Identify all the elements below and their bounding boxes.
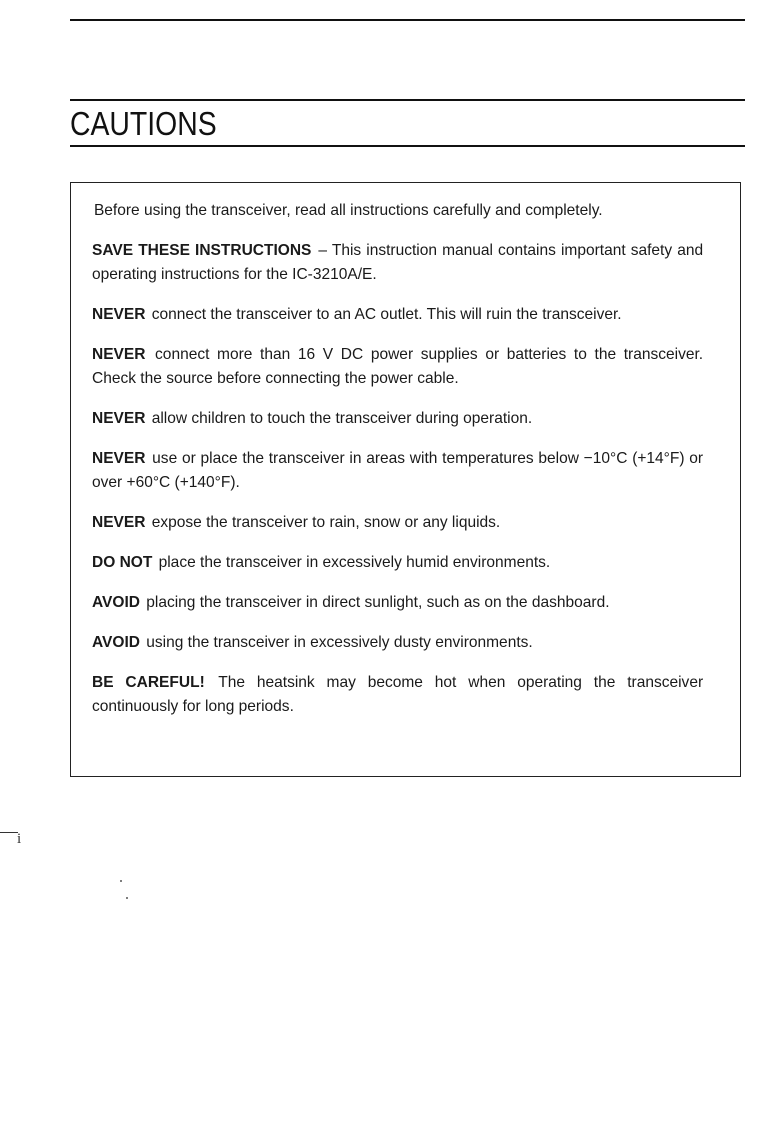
- caution-item: [92, 343, 703, 391]
- caution-text: using the transceiver in excessively dusty environments.: [141, 634, 533, 651]
- caution-lead: DO NOT: [92, 554, 153, 571]
- cautions-box: [70, 182, 741, 777]
- caution-text: placing the transceiver in direct sunlight, such as on the dashboard.: [141, 594, 610, 611]
- page-marker-rule: [0, 832, 18, 833]
- caution-text: Before using the transceiver, read all instructions carefully and completely.: [93, 202, 603, 219]
- caution-text: – This instruction manual contains important safety and operating instructions for the IC-3210A/E.: [92, 242, 704, 283]
- caution-item: [92, 447, 703, 495]
- caution-text: allow children to touch the transceiver during operation.: [147, 410, 533, 427]
- caution-lead: NEVER: [92, 514, 146, 531]
- caution-text: place the transceiver in excessively humid environments.: [154, 554, 551, 571]
- caution-text: connect more than 16 V DC power supplies or batteries to the transceiver. Check the source before connecting the power cable.: [92, 346, 704, 387]
- caution-lead: AVOID: [92, 634, 140, 651]
- caution-lead: NEVER: [92, 346, 146, 363]
- caution-item: [92, 239, 703, 287]
- caution-item: [92, 551, 703, 575]
- caution-lead: NEVER: [92, 450, 146, 467]
- caution-text: expose the transceiver to rain, snow or any liquids.: [147, 514, 501, 531]
- caution-list: [92, 199, 722, 735]
- caution-text: use or place the transceiver in areas with temperatures below −10°C (+14°F) or over +60°C (+140°F).: [92, 450, 704, 491]
- top-rule: [70, 19, 745, 21]
- caution-lead: AVOID: [92, 594, 140, 611]
- title-block: [70, 99, 745, 147]
- caution-text: connect the transceiver to an AC outlet. This will ruin the transceiver.: [147, 306, 622, 323]
- caution-item: [92, 591, 703, 615]
- page-marker: [0, 832, 30, 848]
- caution-item: [92, 303, 703, 327]
- caution-item: [92, 671, 703, 719]
- caution-item: [92, 407, 703, 431]
- page-title: CAUTIONS: [70, 105, 217, 142]
- caution-lead: NEVER: [92, 306, 146, 323]
- caution-item: [92, 199, 703, 223]
- caution-item: [92, 511, 703, 535]
- scan-speck: [120, 880, 122, 882]
- caution-lead: SAVE THESE INSTRUCTIONS: [92, 242, 312, 259]
- caution-lead: BE CAREFUL!: [92, 674, 205, 691]
- caution-text: The heatsink may become hot when operating the transceiver continuously for long periods.: [92, 674, 704, 715]
- scan-speck: [126, 897, 128, 899]
- caution-item: [92, 631, 703, 655]
- page-number: i: [17, 831, 22, 847]
- caution-lead: NEVER: [92, 410, 146, 427]
